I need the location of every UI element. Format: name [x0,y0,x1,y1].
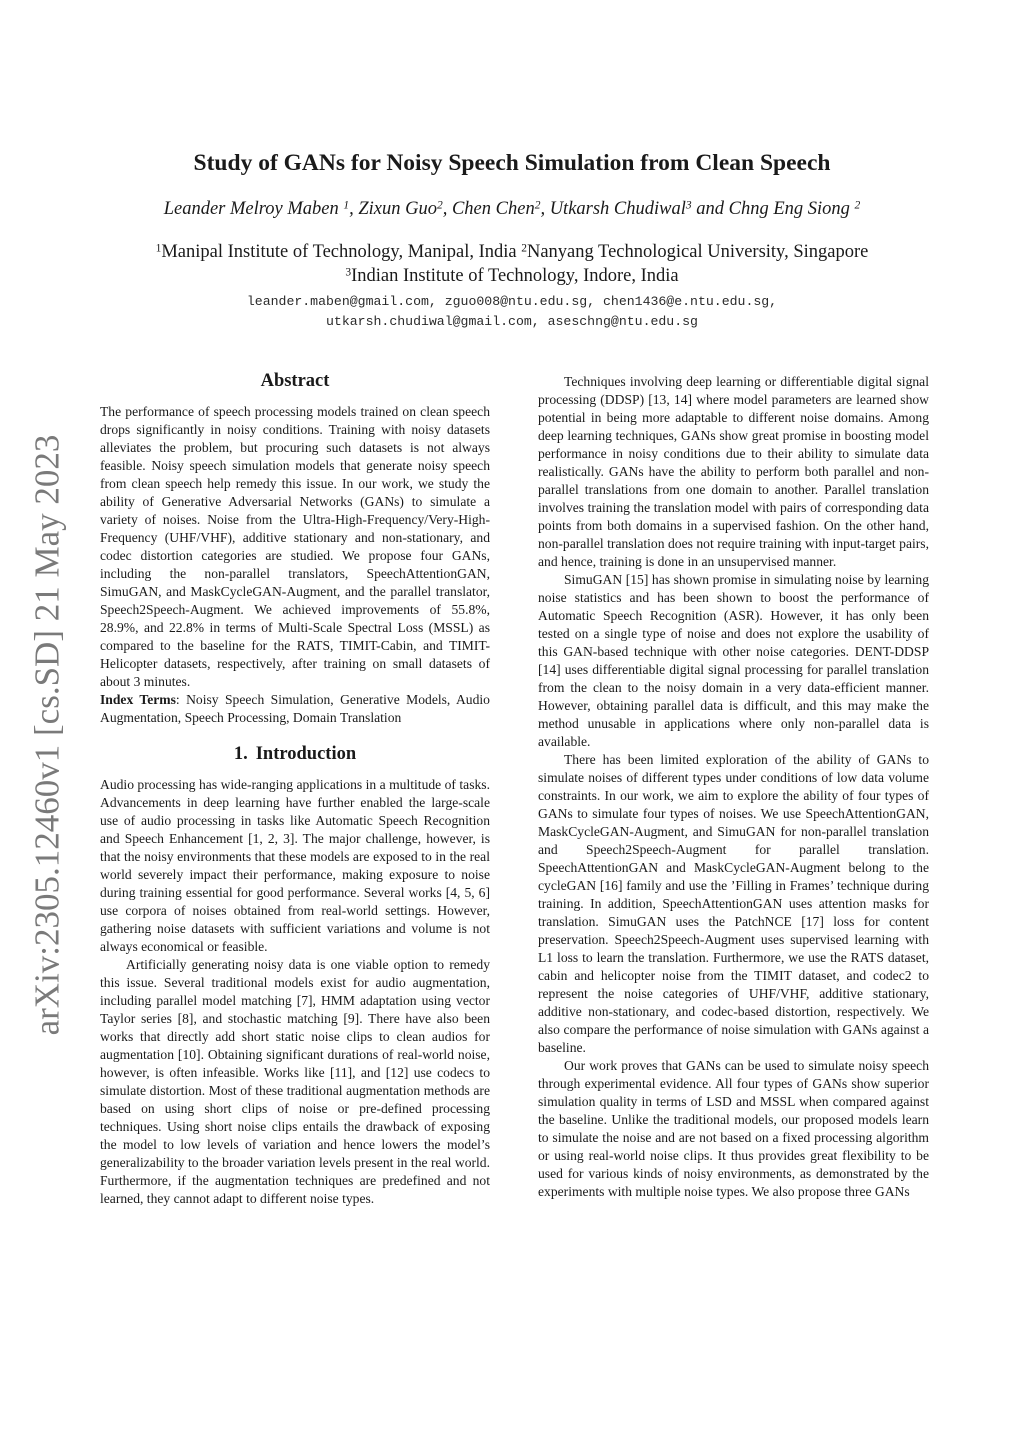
author-sep: , [349,199,359,219]
aff-sup: 3 [345,266,352,279]
body-paragraph: SimuGAN [15] has shown promise in simulating noise by learning noise statistics and has been shown to boost the performance of Automatic Speech Recognition (ASR). However, it has only been tested on a single type of noise and does not explore the usability of this GAN-based technique with other noise categories. DENT-DDSP [14] uses differentiable digital signal processing for parallel translation from the clean to the noisy domain in a very data-efficient manner. However, obtaining parallel data is difficult, and this may make the method unusable in applications where only non-parallel data is available. [538,572,929,749]
right-column [538,373,929,1201]
author-sup: 2 [534,199,541,212]
section-number: 1. [233,744,248,764]
author-sup: 1 [343,199,350,212]
body-paragraph: Techniques involving deep learning or differentiable digital signal processing (DDSP) [13, 14] where model parameters are learned show potential in being more adaptable to different noise domains. Among deep learning techniques, GANs show great promise in boosting model performance in noisy conditions due to their ability to simulate data realistically. GANs have the ability to perform both parallel and non-parallel translations from one domain to another. Parallel translation involves training the translation model with pairs of corresponding data points from both domains in a supervised fashion. On the other hand, non-parallel translation does not require training with input-target pairs, and hence, training is done in an unsupervised manner. [538,374,929,569]
index-terms [100,691,490,727]
author-sup: 2 [854,199,861,212]
author-list [0,199,1024,220]
aff-text: Indian Institute of Technology, Indore, India [351,266,679,286]
author-name: Chen Chen [451,199,535,219]
author-name: Utkarsh Chudiwal [549,199,686,219]
paper-title: Study of GANs for Noisy Speech Simulation from Clean Speech [193,150,831,176]
aff-sup: 2 [521,242,527,255]
index-terms-label: Index Terms [100,692,176,707]
abstract-heading: Abstract [260,371,330,391]
aff-sup: 1 [155,242,162,255]
author-sup: 2 [436,199,443,212]
introduction-heading [100,742,490,766]
author-name: Leander Melroy Maben [163,199,344,219]
aff-text: Nanyang Technological University, Singapore [526,242,869,262]
body-paragraph: There has been limited exploration of the ability of GANs to simulate noises of different types under conditions of low data volume constraints. In our work, we aim to explore the ability of four types of GANs to simulate four types of noises. We use SpeechAttentionGAN, MaskCycleGAN-Augment, and SimuGAN for non-parallel translation and Speech2Speech-Augment for parallel translation. SpeechAttentionGAN and MaskCycleGAN-Augment belong to the cycleGAN [16] family and use the ’Filling in Frames’ technique during training. In addition, SpeechAttentionGAN uses attention masks for translation. SimuGAN uses the PatchNCE [17] loss for content preservation. Speech2Speech-Augment uses supervised learning with L1 loss to learn the translation. Furthermore, we use the RATS dataset, cabin and helicopter noise from the TIMIT dataset, and codec2 to represent the noise categories of UHF/VHF, additive stationary, additive non-stationary, and codec-based distortion, respectively. We also compare the performance of noise simulation with GANs against a baseline. [538,752,929,1055]
index-terms-text: : Noisy Speech Simulation, Generative Models, Audio Augmentation, Speech Processing, Domain Translation [100,692,490,725]
author-sup: 3 [685,199,692,212]
arxiv-id-text: arXiv:2305.12460v1 [cs.SD] 21 May 2023 [27,434,66,1036]
affiliation-line-1 [0,242,1024,263]
author-name: Zixun Guo [358,199,437,219]
affiliation-line-2 [0,266,1024,287]
author-sep: , [442,199,452,219]
author-sep: , [540,199,550,219]
author-name: Chng Eng Siong [728,199,855,219]
intro-paragraph: Audio processing has wide-ranging applications in a multitude of tasks. Advancements in deep learning have further enabled the large-scale use of audio processing in tasks like Automatic Speech Recognition and Speech Enhancement [1, 2, 3]. The major challenge, however, is that the noisy environments that these models are exposed to in the real world severely impact their performance, making exposure to noise during training essential for good performance. Several works [4, 5, 6] use corpora of noises obtained from real-world settings. However, gathering noise datasets with sufficient variations and volume is not always economical or feasible. [100,777,490,954]
section-title: Introduction [255,744,357,764]
author-sep: and [691,199,729,219]
abstract-text: The performance of speech processing models trained on clean speech drops significantly in noisy conditions. Training with noisy datasets alleviates the problem, but procuring such datasets is not always feasible. Noisy speech simulation models that generate noisy speech from clean speech help remedy this issue. In our work, we study the ability of Generative Adversarial Networks (GANs) to simulate a variety of noises. Noise from the Ultra-High-Frequency/Very-High-Frequency (UHF/VHF), additive stationary and non-stationary, and codec distortion categories are studied. We propose four GANs, including the non-parallel translators, SpeechAttentionGAN, SimuGAN, and MaskCycleGAN-Augment, and the parallel translator, Speech2Speech-Augment. We achieved improvements of 55.8%, 28.9%, and 22.8% in terms of Multi-Scale Spectral Loss (MSSL) as compared to the baseline for the RATS, TIMIT-Cabin, and TIMIT-Helicopter datasets, respectively, after training on small datasets of about 3 minutes. [100,404,490,689]
arxiv-identifier [22,405,72,1065]
intro-paragraph: Artificially generating noisy data is one viable option to remedy this issue. Several traditional models exist for audio augmentation, including parallel model matching [7], HMM adaptation using vector Taylor series [8], and stochastic matching [9]. There have also been works that directly add short static noise clips to clean audios for augmentation [10]. Obtaining significant durations of real-world noise, however, is often infeasible. Works like [11], and [12] use codecs to simulate distortion. Most of these traditional augmentation methods are based on using short clips of noise or pre-defined processing techniques. Using short noise clips entails the drawback of exposing the model to low levels of variation and hence lowers the model’s generalizability to the broader variation levels present in the real world. Furthermore, if the augmentation techniques are predefined and not learned, they cannot adapt to different noise types. [100,957,490,1206]
aff-text: Manipal Institute of Technology, Manipal, India [161,242,522,262]
email-line-2: utkarsh.chudiwal@gmail.com, aseschng@ntu.edu.sg [326,314,698,329]
email-line-1: leander.maben@gmail.com, zguo008@ntu.edu.sg, chen1436@e.ntu.edu.sg, [246,294,778,309]
body-paragraph: Our work proves that GANs can be used to simulate noisy speech through experimental evidence. All four types of GANs show superior simulation quality in terms of LSD and MSSL when compared against the baseline. Unlike the traditional models, our proposed models learn to simulate the noise and are not based on a fixed processing algorithm or using real-world noise clips. It thus provides great flexibility to be used for various kinds of noisy environments, as demonstrated by the experiments with multiple noise types. We also propose three GANs [538,1058,929,1199]
left-column [100,369,490,1208]
